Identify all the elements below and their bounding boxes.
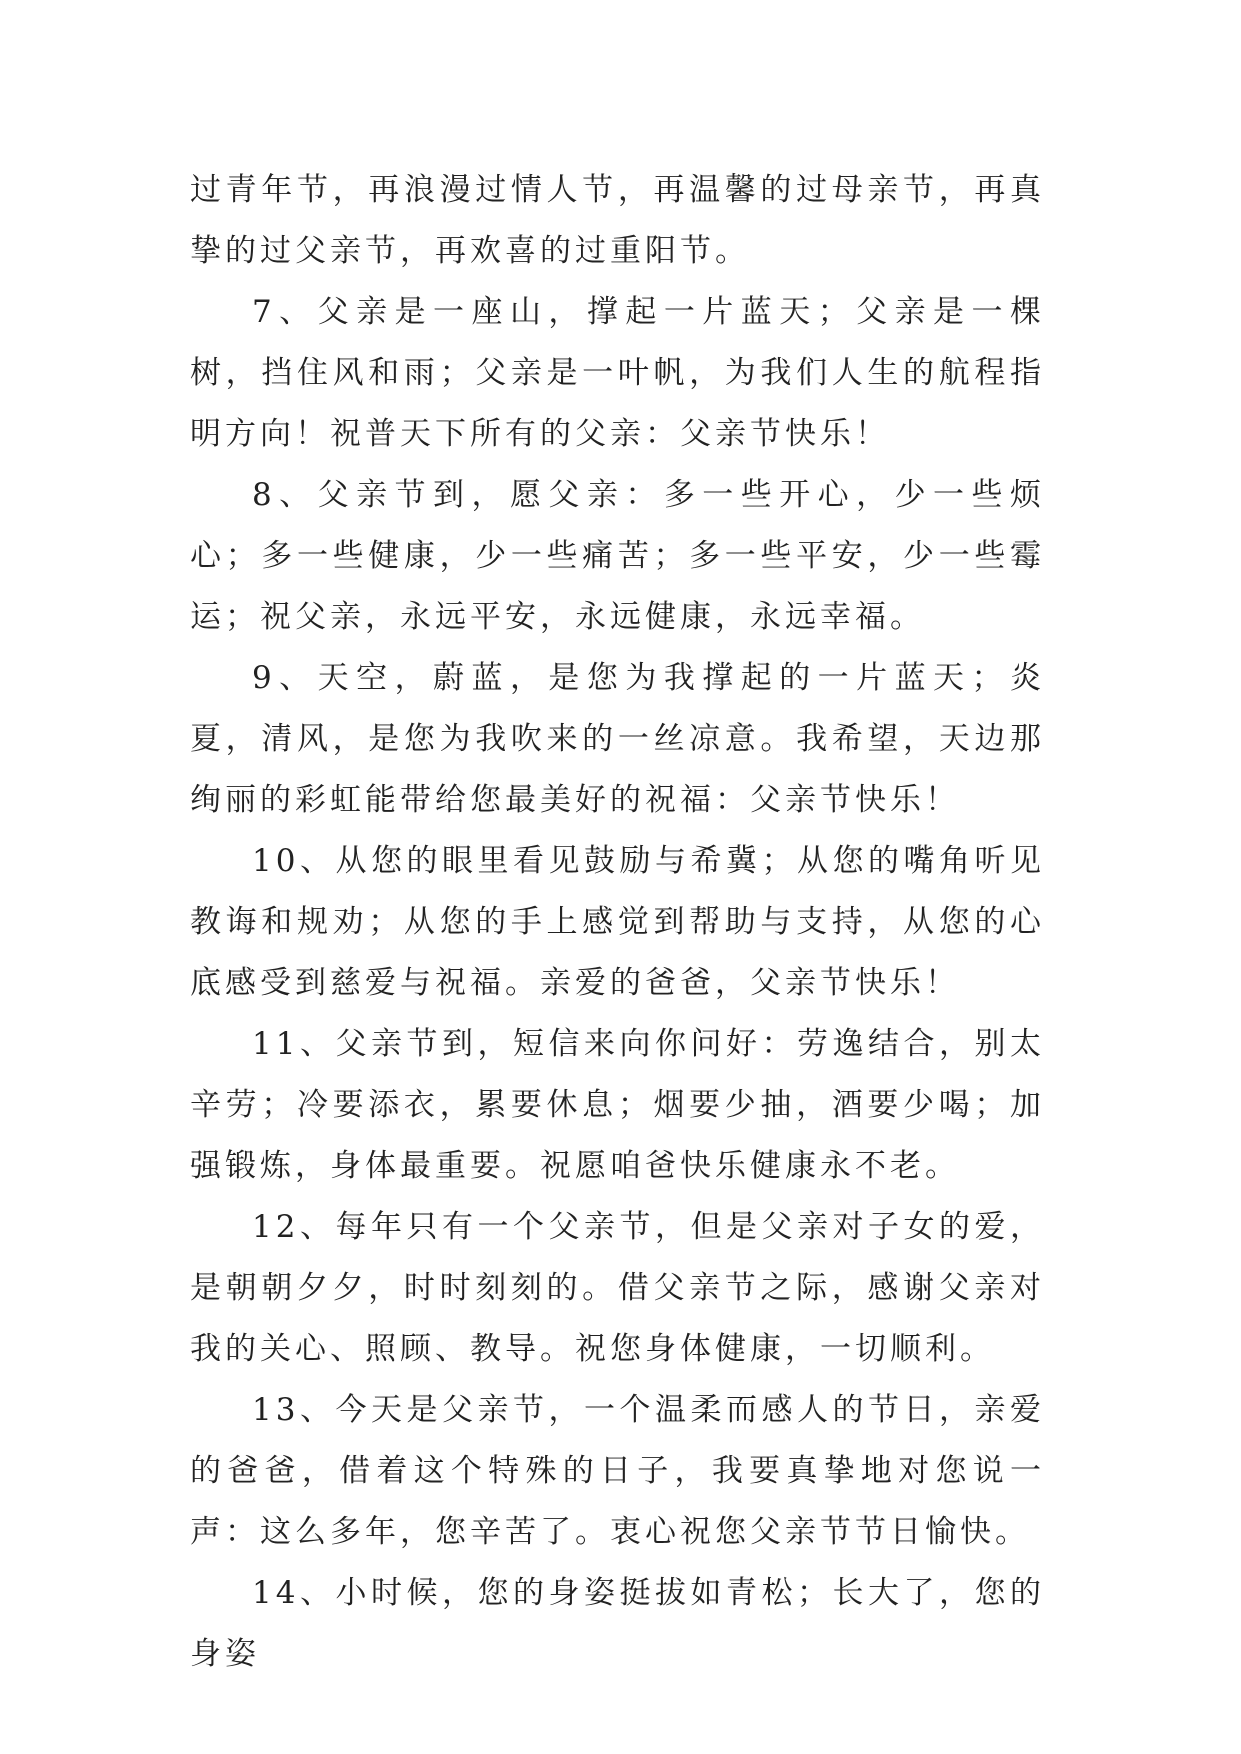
document-body [190,160,1045,1685]
paragraph-item-10: 10、从您的眼里看见鼓励与希冀；从您的嘴角听见教诲和规劝；从您的手上感觉到帮助与支持，从您的心底感受到慈爱与祝福。亲爱的爸爸，父亲节快乐！ [190,843,1045,1001]
paragraph-item-11: 11、父亲节到，短信来向你问好：劳逸结合，别太辛劳；冷要添衣，累要休息；烟要少抽，酒要少喝；加强锻炼，身体最重要。祝愿咱爸快乐健康永不老。 [190,1026,1045,1184]
paragraph-item-14: 14、小时候，您的身姿挺拔如青松；长大了，您的身姿 [190,1575,1045,1672]
paragraph-item-7: 7、父亲是一座山，撑起一片蓝天；父亲是一棵树，挡住风和雨；父亲是一叶帆，为我们人生的航程指明方向！祝普天下所有的父亲：父亲节快乐！ [190,294,1045,452]
paragraph-continuation: 过青年节，再浪漫过情人节，再温馨的过母亲节，再真挚的过父亲节，再欢喜的过重阳节。 [190,172,1045,269]
paragraph-item-8: 8、父亲节到，愿父亲：多一些开心，少一些烦心；多一些健康，少一些痛苦；多一些平安，少一些霉运；祝父亲，永远平安，永远健康，永远幸福。 [190,477,1045,635]
paragraph-item-13: 13、今天是父亲节，一个温柔而感人的节日，亲爱的爸爸，借着这个特殊的日子，我要真挚地对您说一声：这么多年，您辛苦了。衷心祝您父亲节节日愉快。 [190,1392,1045,1550]
paragraph-item-12: 12、每年只有一个父亲节，但是父亲对子女的爱，是朝朝夕夕，时时刻刻的。借父亲节之际，感谢父亲对我的关心、照顾、教导。祝您身体健康，一切顺利。 [190,1209,1045,1367]
paragraph-item-9: 9、天空，蔚蓝，是您为我撑起的一片蓝天；炎夏，清风，是您为我吹来的一丝凉意。我希望，天边那绚丽的彩虹能带给您最美好的祝福：父亲节快乐！ [190,660,1045,818]
